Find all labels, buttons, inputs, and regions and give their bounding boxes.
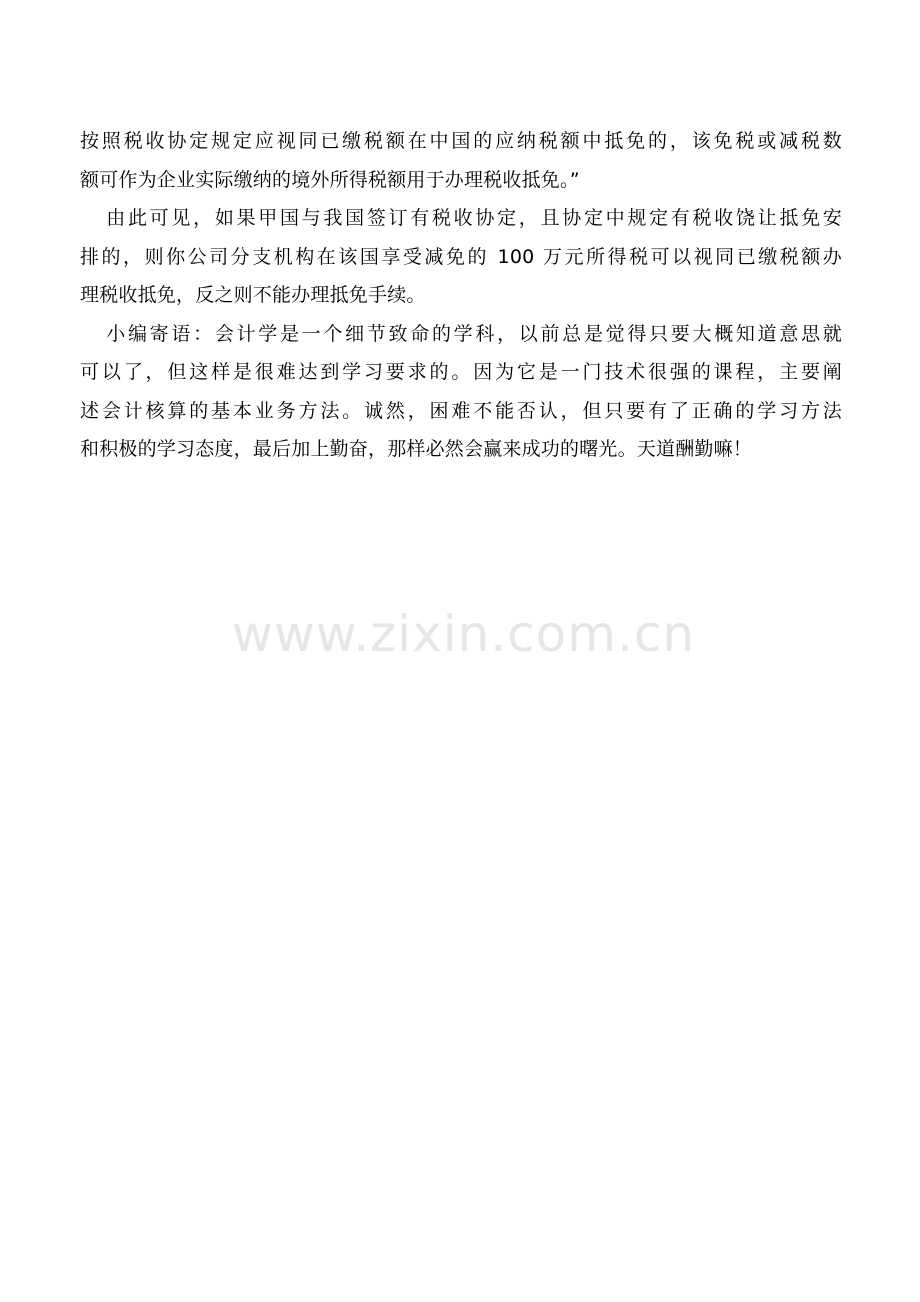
paragraph-3 <box>80 315 842 469</box>
paragraph-2 <box>80 199 842 315</box>
paragraph-line: 小编寄语：会计学是一个细节致命的学科，以前总是觉得只要大概知道意思就 <box>80 322 842 345</box>
paragraph-line: 额可作为企业实际缴纳的境外所得税额用于办理税收抵免。” <box>80 168 580 191</box>
paragraph-line: 述会计核算的基本业务方法。诚然，困难不能否认，但只要有了正确的学习方法 <box>80 399 842 422</box>
document-body <box>80 122 842 469</box>
paragraph-line: 可以了，但这样是很难达到学习要求的。因为它是一门技术很强的课程，主要阐 <box>80 361 842 383</box>
paragraph-line: 理税收抵免，反之则不能办理抵免手续。 <box>80 284 426 306</box>
watermark: www.zixin.com.cn <box>232 605 696 663</box>
paragraph-line: 和积极的学习态度，最后加上勤奋，那样必然会赢来成功的曙光。天道酬勤嘛！ <box>80 438 753 460</box>
paragraph-line: 由此可见，如果甲国与我国签订有税收协定，且协定中规定有税收饶让抵免安 <box>80 207 842 229</box>
paragraph-line: 按照税收协定规定应视同已缴税额在中国的应纳税额中抵免的，该免税或减税数 <box>80 130 842 152</box>
paragraph-line: 排的，则你公司分支机构在该国享受减免的 100 万元所得税可以视同已缴税额办 <box>80 245 842 268</box>
paragraph-1 <box>80 122 842 199</box>
